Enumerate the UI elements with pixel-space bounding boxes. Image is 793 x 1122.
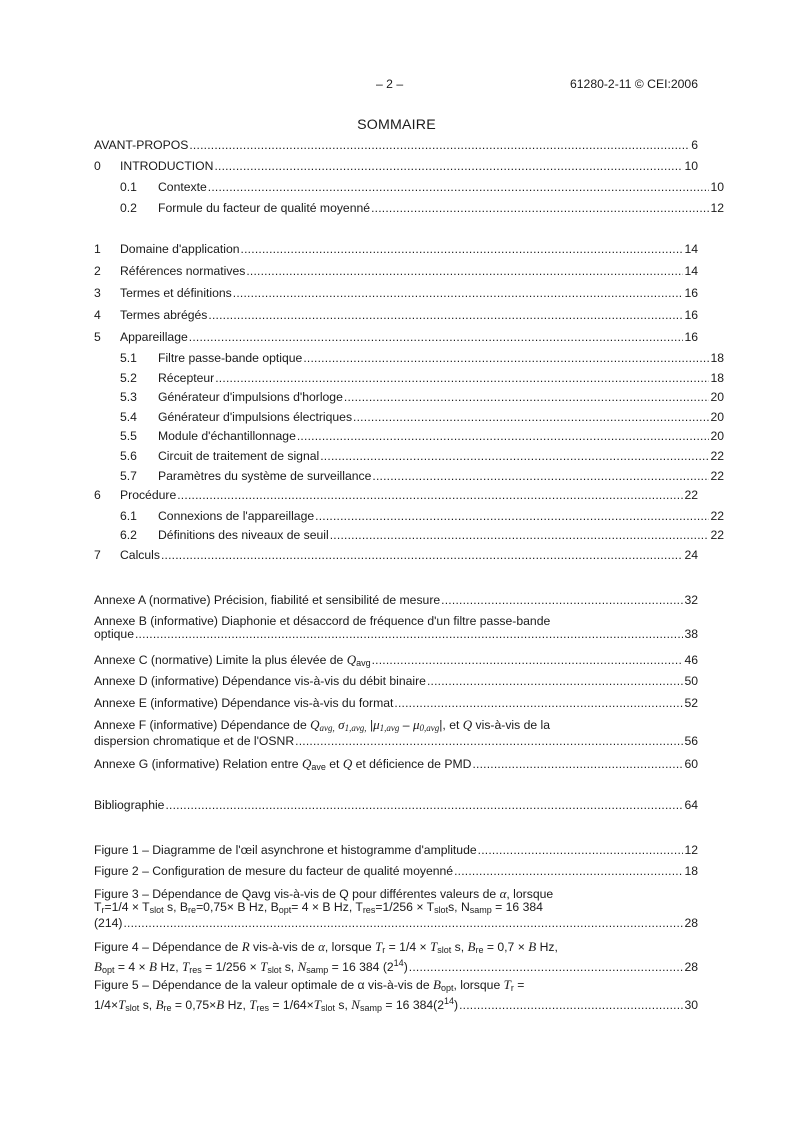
annex-entry[interactable]: Annexe B (informative) Diaphonie et désaccord de fréquence d'un filtre passe-bande optique . . . 38 (94, 615, 698, 641)
toc-entry[interactable]: 0.1 Contexte . . . 10 (94, 180, 724, 195)
toc-entry[interactable]: 6 Procédure . . . 22 (94, 488, 698, 503)
annex-entry[interactable]: Annexe C (normative) Limite la plus élevée de Qavg . . . 46 (94, 652, 698, 667)
toc-entry[interactable]: 5.5 Module d'échantillonnage . . . 20 (94, 429, 724, 444)
toc-entry[interactable]: 4 Termes abrégés . . . 16 (94, 308, 698, 323)
annex-entry[interactable]: Annexe G (informative) Relation entre Qave et Q et déficience de PMD . . . 60 (94, 756, 698, 771)
annex-entry[interactable]: Annexe F (informative) Dépendance de Qavg, σ1,avg, |μ1,avg – μ0,avg|, et Q vis-à-vis de la dispersion chromatique et de l'OSNR . . . 56 (94, 718, 698, 748)
toc-entry[interactable]: AVANT-PROPOS . . . 6 (94, 138, 698, 153)
bibliography-entry[interactable]: Bibliographie . . . 64 (94, 798, 698, 813)
toc-entry[interactable]: 3 Termes et définitions . . . 16 (94, 286, 698, 301)
toc-entry[interactable]: 2 Références normatives . . . 14 (94, 264, 698, 279)
toc-entry[interactable]: 5.6 Circuit de traitement de signal . . . 22 (94, 449, 724, 464)
toc-entry[interactable]: 5.2 Récepteur . . . 18 (94, 371, 724, 386)
toc-entry[interactable]: 1 Domaine d'application . . . 14 (94, 242, 698, 257)
figure-entry[interactable]: Figure 3 – Dépendance de Qavg vis-à-vis de Q pour différentes valeurs de α, lorsque Tr=1/4 × Tslot s, Bre=0,75× B Hz, Bopt= 4 × B Hz, Tres=1/256 × Tslots, Nsamp = 16 384 (214) . . . 28 (94, 887, 698, 930)
page-title: SOMMAIRE (357, 117, 436, 133)
annex-entry[interactable]: Annexe D (informative) Dépendance vis-à-vis du débit binaire . . . 50 (94, 674, 698, 689)
toc-entry[interactable]: 5.4 Générateur d'impulsions électriques . . . 20 (94, 410, 724, 425)
toc-entry[interactable]: 5.7 Paramètres du système de surveillance . . . 22 (94, 469, 724, 484)
figure-entry[interactable]: Figure 5 – Dépendance de la valeur optimale de α vis-à-vis de Bopt, lorsque Tr = 1/4×Tslot s, Bre = 0,75×B Hz, Tres = 1/64×Tslot s, Nsamp = 16 $384(2^{14})$ . . . 30 (94, 978, 698, 1015)
toc-entry[interactable]: 5.3 Générateur d'impulsions d'horloge . . . 20 (94, 390, 724, 405)
toc-entry[interactable]: 5.1 Filtre passe-bande optique . . . 18 (94, 351, 724, 366)
toc-entry[interactable]: 6.1 Connexions de l'appareillage . . . 22 (94, 509, 724, 524)
figure-entry[interactable]: Figure 1 – Diagramme de l'œil asynchrone et histogramme d'amplitude . . . 12 (94, 843, 698, 858)
toc-entry[interactable]: 6.2 Définitions des niveaux de seuil . . . 22 (94, 528, 724, 543)
annex-entry[interactable]: Annexe E (informative) Dépendance vis-à-vis du format . . . 52 (94, 696, 698, 711)
annex-entry[interactable]: Annexe A (normative) Précision, fiabilité et sensibilité de mesure . . . 32 (94, 593, 698, 608)
figure-entry[interactable]: Figure 4 – Dépendance de R vis-à-vis de α, lorsque Tr = 1/4 × Tslot s, Bre = 0,7 × B Hz, Bopt = 4 × B Hz, Tres = 1/256 × Tslot s, Nsamp = 16 384 $(2^{14})$ . . . 28 (94, 940, 698, 977)
toc-entry[interactable]: 5 Appareillage . . . 16 (94, 330, 698, 345)
document-reference: 61280-2-11 © CEI:2006 (569, 77, 698, 91)
page-number: – 2 – (376, 77, 404, 91)
figure-entry[interactable]: Figure 2 – Configuration de mesure du facteur de qualité moyenné . . . 18 (94, 864, 698, 879)
toc-entry[interactable]: 7 Calculs . . . 24 (94, 548, 698, 563)
toc-entry[interactable]: 0.2 Formule du facteur de qualité moyenné . . . 12 (94, 201, 724, 216)
toc-entry[interactable]: 0 INTRODUCTION . . . 10 (94, 159, 698, 174)
